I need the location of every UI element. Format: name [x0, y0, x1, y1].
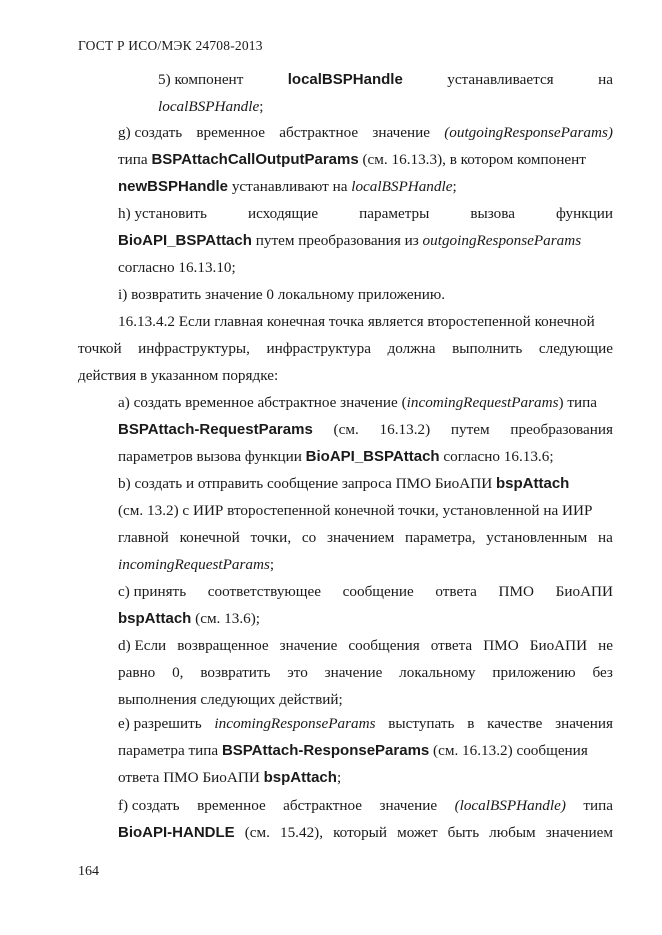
- text-line: incomingRequestParams;: [118, 556, 275, 573]
- text-line: выполнения следующих действий;: [118, 691, 343, 708]
- text-line: h) установить исходящие параметры вызова функции: [118, 205, 613, 222]
- text-line: BSPAttach-RequestParams (см. 16.13.2) путем преобразования: [118, 421, 613, 438]
- text-line: 16.13.4.2 Если главная конечная точка является второстепенной конечной: [118, 313, 595, 330]
- text-line: d) Если возвращенное значение сообщения ответа ПМО БиоАПИ не: [118, 637, 613, 654]
- text-line: главной конечной точки, со значением параметра, установленным на: [118, 529, 613, 546]
- text-line: равно 0, возвратить это значение локальному приложению без: [118, 664, 613, 681]
- text-line: newBSPHandle устанавливают на localBSPHandle;: [118, 178, 457, 195]
- text-line: согласно 16.13.10;: [118, 259, 236, 276]
- text-line: a) создать временное абстрактное значение (incomingRequestParams) типа: [118, 394, 597, 411]
- text-line: bspAttach (см. 13.6);: [118, 610, 260, 627]
- text-line: (см. 13.2) с ИИР второстепенной конечной точки, установленной на ИИР: [118, 502, 593, 519]
- text-line: c) принять соответствующее сообщение ответа ПМО БиоАПИ: [118, 583, 613, 600]
- text-line: f) создать временное абстрактное значение (localBSPHandle) типа: [118, 797, 613, 814]
- text-line: BioAPI_BSPAttach путем преобразования из outgoingResponseParams: [118, 232, 582, 249]
- text-line: g) создать временное абстрактное значение (outgoingResponseParams): [118, 124, 613, 141]
- text-line: localBSPHandle;: [158, 98, 264, 115]
- text-line: действия в указанном порядке:: [78, 367, 279, 384]
- text-line: e) разрешить incomingResponseParams выступать в качестве значения: [118, 715, 613, 732]
- text-line: ответа ПМО БиоАПИ bspAttach;: [118, 769, 342, 786]
- text-line: типа BSPAttachCallOutputParams (см. 16.13.3), в котором компонент: [118, 151, 586, 168]
- text-line: параметров вызова функции BioAPI_BSPAttach согласно 16.13.6;: [118, 448, 554, 465]
- text-line: 5) компонент localBSPHandle устанавливается на: [158, 71, 613, 88]
- page-number: 164: [78, 864, 99, 879]
- text-line: BioAPI-HANDLE (см. 15.42), который может быть любым значением: [118, 824, 613, 841]
- text-line: точкой инфраструктуры, инфраструктура должна выполнить следующие: [78, 340, 613, 357]
- text-line: i) возвратить значение 0 локальному приложению.: [118, 286, 446, 303]
- document-header: ГОСТ Р ИСО/МЭК 24708-2013: [78, 38, 263, 53]
- text-line: b) создать и отправить сообщение запроса ПМО БиоАПИ bspAttach: [118, 475, 570, 492]
- text-line: параметра типа BSPAttach-ResponseParams (см. 16.13.2) сообщения: [118, 742, 588, 759]
